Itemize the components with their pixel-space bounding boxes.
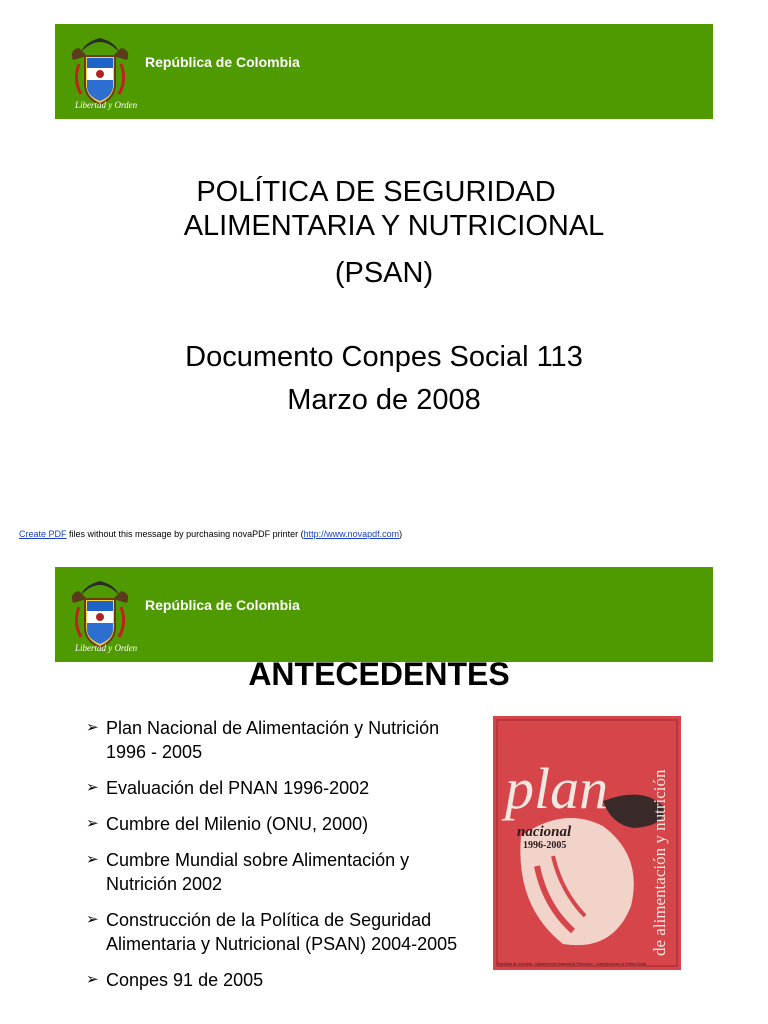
book-years: 1996-2005 — [523, 840, 567, 851]
list-item: ➢ Construcción de la Política de Seguridad Alimentaria y Nutricional (PSAN) 2004-2005 — [86, 910, 458, 954]
list-item: ➢ Evaluación del PNAN 1996-2002 — [86, 778, 370, 798]
create-pdf-link[interactable]: Create PDF — [19, 529, 67, 539]
slide-title-line-1: POLÍTICA DE SEGURIDAD — [196, 176, 556, 208]
section-heading: ANTECEDENTES — [248, 656, 510, 692]
slide-title-line-2: ALIMENTARIA Y NUTRICIONAL — [183, 210, 605, 242]
slide-subtitle-line-1: Documento Conpes Social 113 — [185, 341, 583, 373]
motto-text: Libertad y Orden — [75, 100, 138, 110]
pdf-watermark-note — [19, 529, 402, 539]
header-banner — [55, 24, 713, 119]
header-banner-2 — [55, 567, 713, 662]
book-spine-text: de alimentación y nutrición — [650, 769, 669, 956]
country-name: República de Colombia — [145, 597, 300, 613]
novapdf-link[interactable]: http://www.novapdf.com — [303, 529, 400, 539]
arrow-bullet-icon: ➢ — [86, 719, 99, 736]
arrow-bullet-icon: ➢ — [86, 911, 99, 928]
list-item: ➢ Plan Nacional de Alimentación y Nutrición 1996 - 2005 — [86, 718, 440, 762]
list-item: ➢ Cumbre del Milenio (ONU, 2000) — [86, 814, 369, 834]
arrow-bullet-icon: ➢ — [86, 971, 99, 988]
plan-book-cover-image — [493, 716, 681, 970]
list-item: ➢ Cumbre Mundial sobre Alimentación y Nutrición 2002 — [86, 850, 410, 894]
pdf-note-end: ) — [399, 529, 403, 539]
arrow-bullet-icon: ➢ — [86, 815, 99, 832]
slide-subtitle-line-2: Marzo de 2008 — [287, 384, 481, 416]
book-footer: República de Colombia · Departamento Nacional de Planeación · Consejería para la Política Social — [497, 962, 647, 966]
book-subtitle: nacional — [517, 824, 572, 840]
arrow-bullet-icon: ➢ — [86, 779, 99, 796]
motto-text: Libertad y Orden — [75, 643, 138, 653]
book-word: plan — [505, 756, 609, 821]
country-name: República de Colombia — [145, 54, 300, 70]
slide-title-line-3: (PSAN) — [334, 257, 434, 289]
arrow-bullet-icon: ➢ — [86, 851, 99, 868]
list-item: ➢ Conpes 91 de 2005 — [86, 970, 264, 990]
antecedents-list — [86, 716, 466, 1004]
pdf-note-text: files without this message by purchasing novaPDF printer ( — [66, 529, 304, 539]
